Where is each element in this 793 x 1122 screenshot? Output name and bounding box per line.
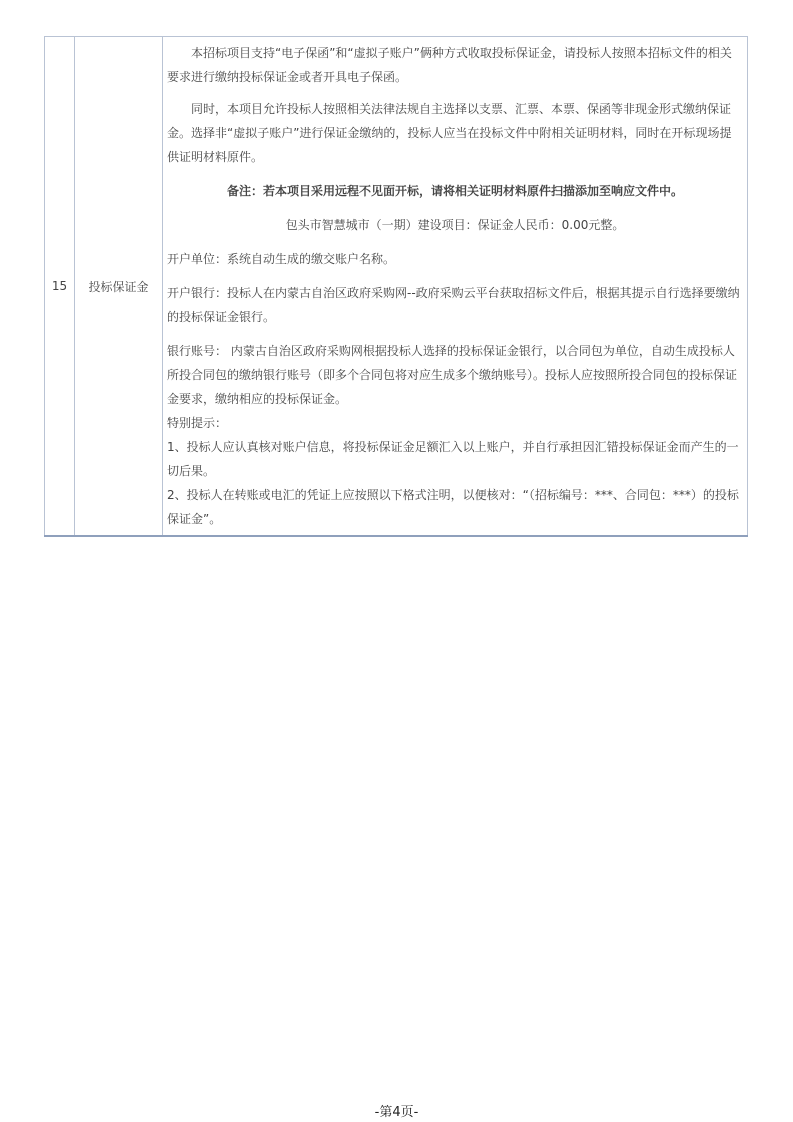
paragraph-support-methods: 本招标项目支持“电子保函”和“虚拟子账户”俩种方式收取投标保证金，请投标人按照本招标文件的相关要求进行缴纳投标保证金或者开具电子保函。 (167, 46, 732, 84)
row-content (163, 37, 748, 537)
row-number: 15 (45, 37, 75, 537)
page-number-footer: -第4页- (374, 1105, 419, 1120)
bank-account-number-line: 银行账号： 内蒙古自治区政府采购网根据投标人选择的投标保证金银行，以合同包为单位，自动生成投标人所投合同包的缴纳银行账号（即多个合同包将对应生成多个缴纳账号）。投标人应按照所投合同包的投标保证金要求，缴纳相应的投标保证金。 (167, 344, 738, 406)
paragraph-non-cash-options: 同时，本项目允许投标人按照相关法律法规自主选择以支票、汇票、本票、保函等非现金形式缴纳保证金。选择非“虚拟子账户”进行保证金缴纳的，投标人应当在投标文件中附相关证明材料，同时在开标现场提供证明材料原件。 (167, 102, 732, 164)
special-notice-item-2: 2、投标人在转账或电汇的凭证上应按照以下格式注明，以便核对：“（招标编号：***、合同包：***）的投标保证金”。 (167, 488, 739, 526)
remark-paragraph (167, 179, 743, 203)
bid-document-table (44, 36, 748, 537)
special-notice-item-1: 1、投标人应认真核对账户信息，将投标保证金足额汇入以上账户，并自行承担因汇错投标保证金而产生的一切后果。 (167, 440, 739, 478)
remark-label: 备注： (226, 184, 263, 198)
row-item-name: 投标保证金 (75, 37, 163, 537)
account-bank-line: 开户银行：投标人在内蒙古自治区政府采购网--政府采购云平台获取招标文件后，根据其提示自行选择要缴纳的投标保证金银行。 (167, 286, 740, 324)
remark-text: 若本项目采用远程不见面开标，请将相关证明材料原件扫描添加至响应文件中。 (263, 184, 684, 198)
deposit-amount-line: 包头市智慧城市（一期）建设项目：保证金人民币：0.00元整。 (285, 218, 625, 232)
table-row (45, 37, 748, 537)
special-notice-label: 特别提示： (167, 416, 228, 430)
account-unit-line: 开户单位：系统自动生成的缴交账户名称。 (167, 252, 396, 266)
